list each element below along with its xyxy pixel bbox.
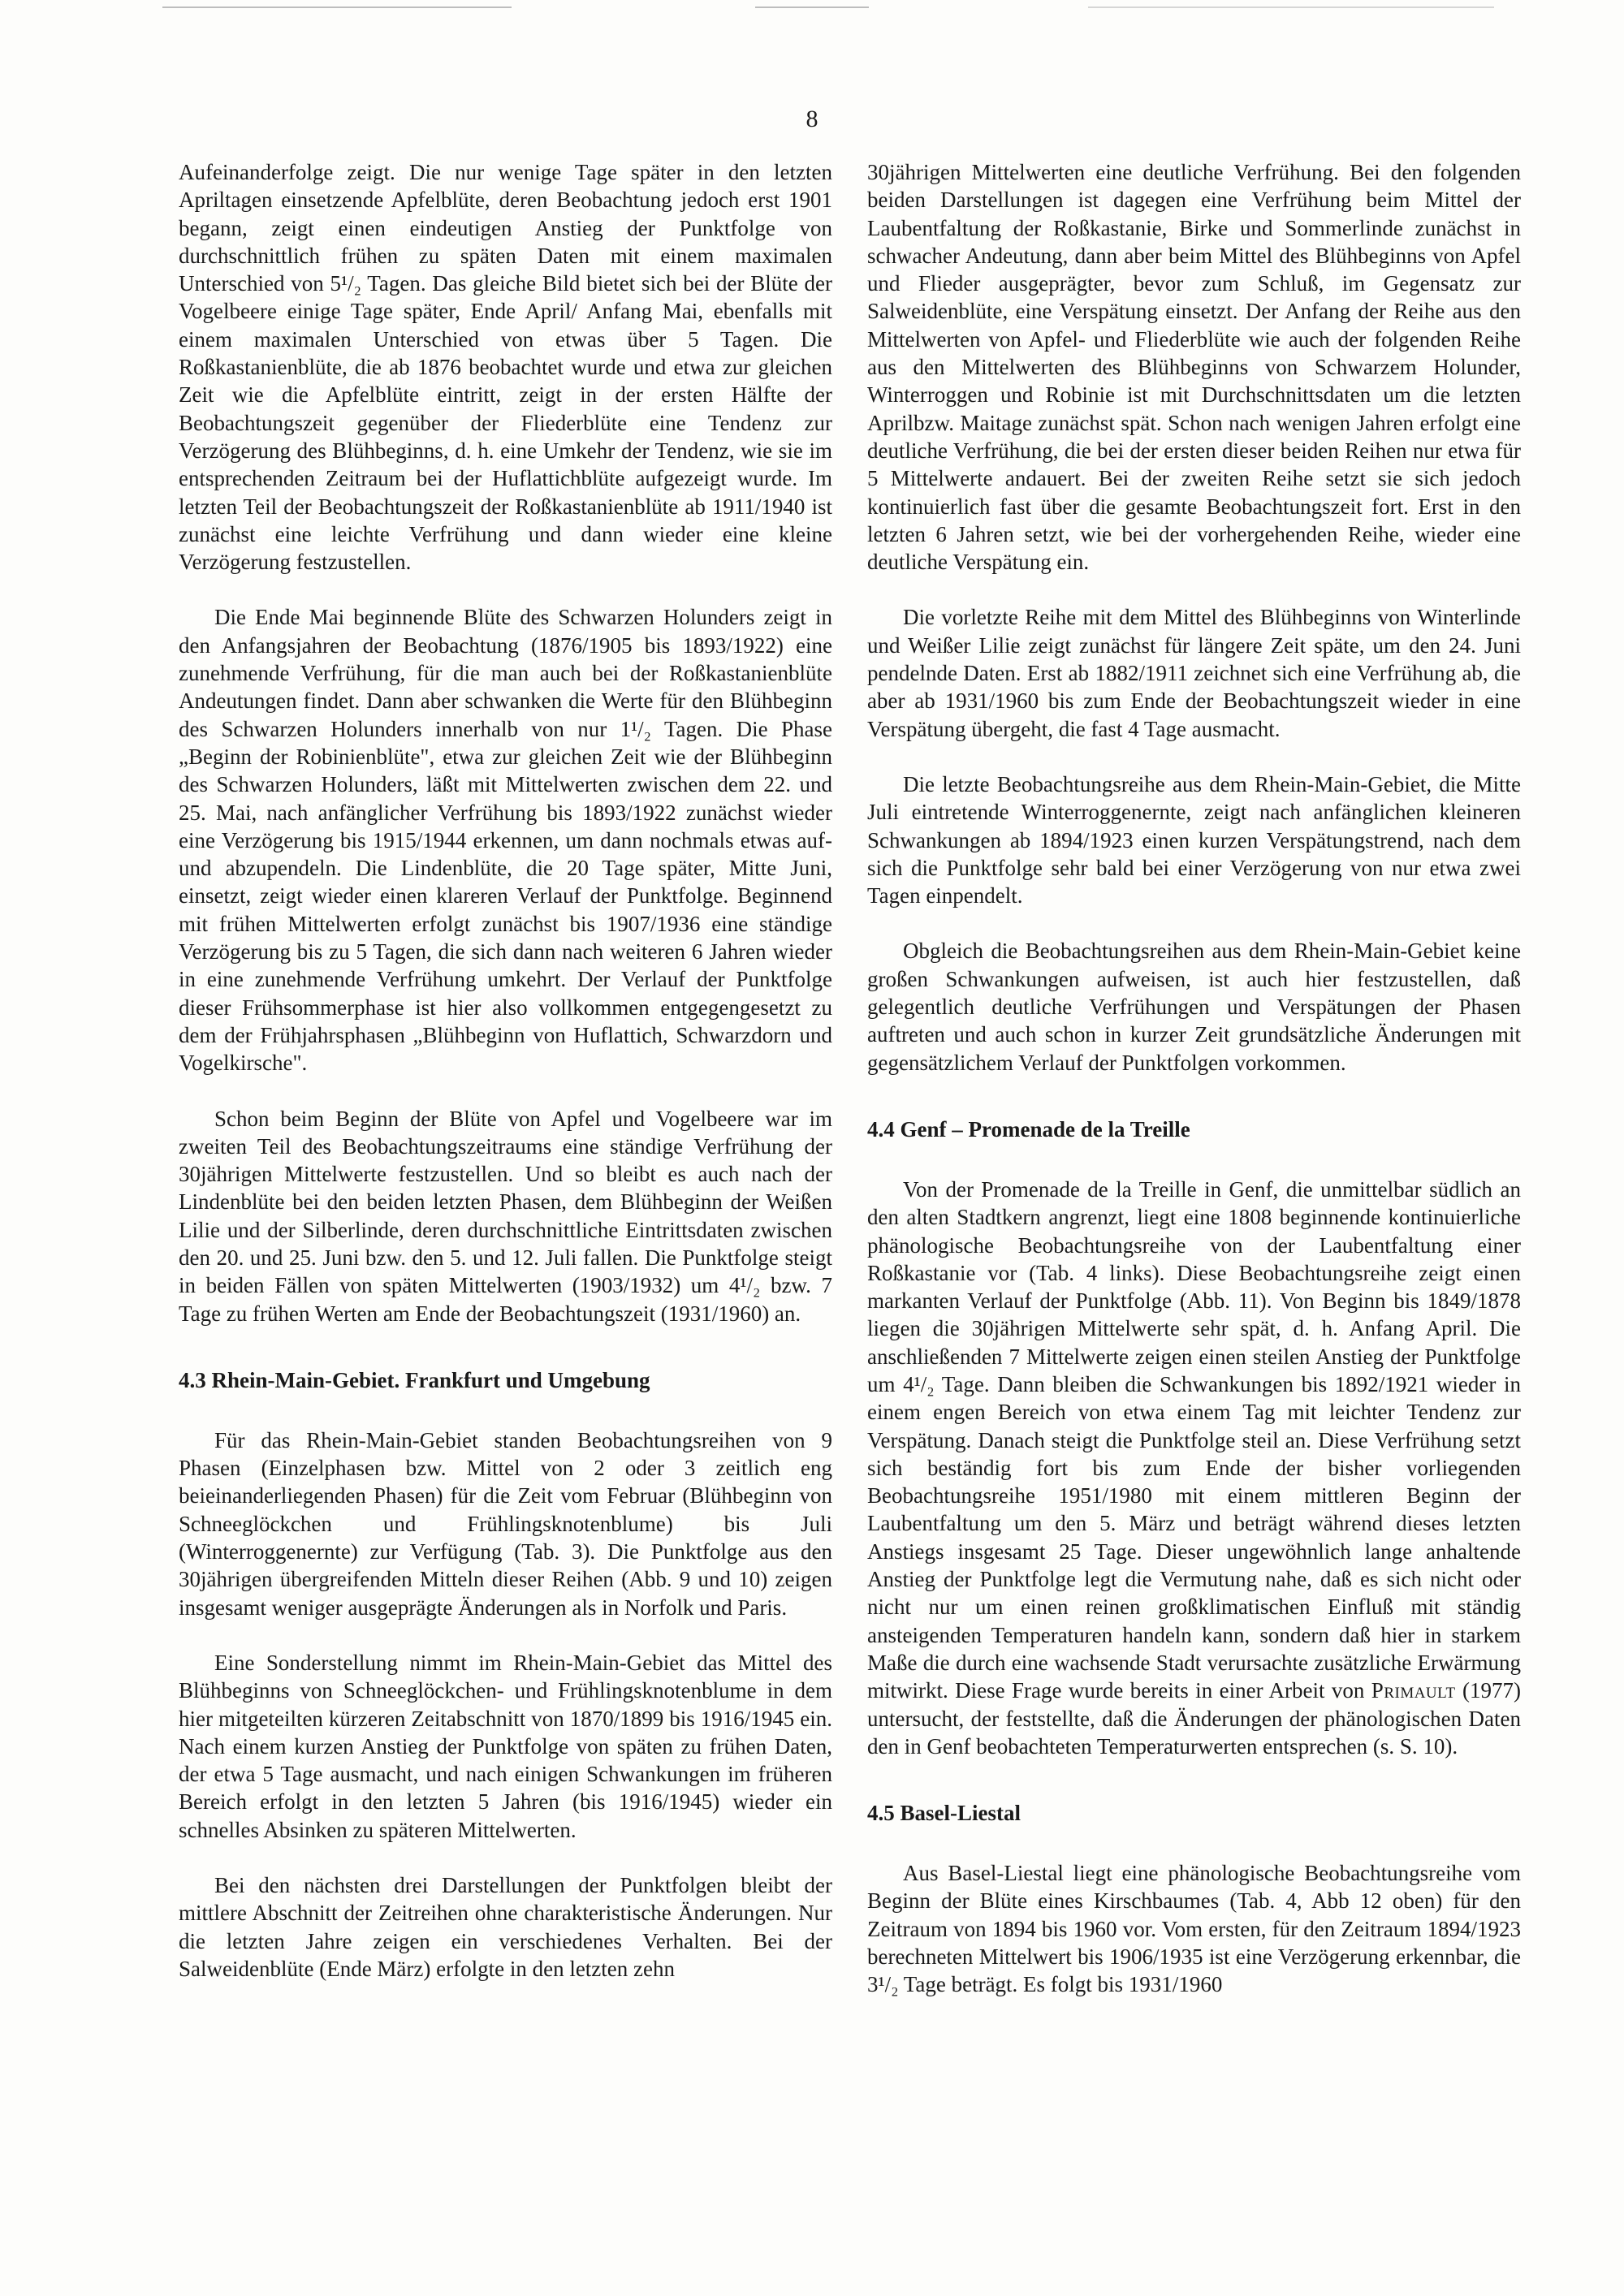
left-paragraph-5: Eine Sonderstellung nimmt im Rhein-Main-Gebiet das Mittel des Blühbeginns von Schneeglöckchen- und Frühlingsknotenblume in dem hier mitgeteilten kürzeren Zeitabschnitt von 1870/1899 bis 1916/1945 ein. Nach einem kurzen Anstieg der Punktfolge von späten zu frühen Daten, der etwa 5 Tage ausmacht, und nach einigen Schwankungen im früheren Bereich erfolgt in den letzten 5 Jahren (bis 1916/1945) wieder ein schnelles Absinken zu späteren Mittelwerten. (179, 1650, 832, 1842)
left-paragraph-2: Die Ende Mai beginnende Blüte des Schwarzen Holunders zeigt in den Anfangsjahren der Beobachtung (1876/1905 bis 1893/1922) eine zunehmende Verfrühung, für die man auch bei der Roßkastanienblüte Andeutungen findet. Dann aber schwanken die Werte für den Blühbeginn des Schwarzen Holunders innerhalb von nur 1¹/₂ Tagen. Die Phase „Beginn der Robinienblüte", etwa zur gleichen Zeit wie der Blühbeginn des Schwarzen Holunders, läßt mit Mittelwerten zwischen dem 22. und 25. Mai, nach anfänglicher Verfrühung bis 1893/1922 zunächst wieder eine Verzögerung bis 1915/1944 erkennen, um dann nochmals etwas auf- und abzupendeln. Die Lindenblüte, die 20 Tage später, Mitte Juni, einsetzt, zeigt wieder einen klareren Verlauf der Punktfolge. Beginnend mit frühen Mittelwerten erfolgt zunächst bis 1907/1936 eine ständige Verzögerung bis zu 5 Tagen, die sich dann nach weiteren 6 Jahren wieder in eine zunehmende Verfrühung umkehrt. Der Verlauf der Punktfolge dieser Frühsommerphase ist hier also vollkommen entgegengesetzt zu dem der Frühjahrsphasen „Blühbeginn von Huflattich, Schwarzdorn und Vogelkirsche". (179, 605, 832, 1076)
right-paragraph-4: Obgleich die Beobachtungsreihen aus dem Rhein-Main-Gebiet keine großen Schwankungen aufweisen, ist auch hier festzustellen, daß gelegentlich deutliche Verfrühungen und Verspätungen der Phasen auftreten und auch schon in kurzer Zeit grundsätzliche Änderungen mit gegensätzlichem Verlauf der Punktfolgen vorkommen. (867, 939, 1521, 1075)
right-paragraph-5-text-b: (1977) untersucht, der feststellte, daß die Änderungen der phänologischen Daten den in Genf beobachteten Temperaturwerten entsprechen (s. S. 10). (867, 1678, 1522, 1759)
right-paragraph-1: 30jährigen Mittelwerten eine deutliche Verfrühung. Bei den folgenden beiden Darstellungen ist dagegen eine Verfrühung beim Mittel der Laubentfaltung der Roßkastanie, Birke und Sommerlinde zunächst in schwacher Andeutung, dann aber beim Mittel des Blühbeginns von Apfel und Flieder ausgeprägter, bevor zum Schluß, im Gegensatz zur Salweidenblüte, eine Verspätung einsetzt. Der Anfang der Reihe aus den Mittelwerten von Apfel- und Fliederblüte wie auch der folgenden Reihe aus den Mittelwerten des Blühbeginns von Schwarzem Holunder, Winterroggen und Robinie ist mit Durchschnittsdaten um die letzten Aprilbzw. Maitage zunächst spät. Schon nach wenigen Jahren erfolgt eine deutliche Verfrühung, die bei der ersten dieser beiden Reihen nur etwa für 5 Mittelwerte andauert. Bei der zweiten Reihe setzt sie sich jedoch kontinuierlich fast über die gesamte Beobachtungszeit fort. Erst in den letzten 6 Jahren setzt, wie bei der vorhergehenden Reihe, wieder eine deutliche Verspätung ein. (867, 160, 1521, 575)
left-paragraph-1: Aufeinanderfolge zeigt. Die nur wenige Tage später in den letzten Apriltagen einsetzende Apfelblüte, deren Beobachtung jedoch erst 1901 begann, zeigt einen eindeutigen Anstieg der Punktfolge von durchschnittlich frühen zu späten Daten mit einem maximalen Unterschied von 5¹/₂ Tagen. Das gleiche Bild bietet sich bei der Blüte der Vogelbeere einige Tage später, Ende April/ Anfang Mai, ebenfalls mit einem maximalen Unterschied von etwas über 5 Tagen. Die Roßkastanienblüte, die ab 1876 beobachtet wurde und etwa zur gleichen Zeit wie die Apfelblüte eintritt, zeigt in der ersten Hälfte der Beobachtungszeit gegenüber der Fliederblüte eine Tendenz zur Verzögerung des Blühbeginns, d. h. eine Umkehr der Tendenz, wie sie im entsprechenden Zeitraum bei der Huflattichblüte aufgezeigt wurde. Im letzten Teil der Beobachtungszeit der Roßkastanienblüte ab 1911/1940 ist zunächst eine leichte Verfrühung und dann wieder eine kleine Verzögerung festzustellen. (179, 160, 832, 575)
page-number: 8 (806, 106, 818, 132)
left-paragraph-4: Für das Rhein-Main-Gebiet standen Beobachtungsreihen von 9 Phasen (Einzelphasen bzw. Mittel von 2 oder 3 zeitlich eng beieinanderliegenden Phasen) für die Zeit vom Februar (Blühbeginn von Schneeglöckchen und Frühlingsknotenblume) bis Juli (Winterroggenernte) zur Verfügung (Tab. 3). Die Punktfolge aus den 30jährigen übergreifenden Mitteln dieser Reihen (Abb. 9 und 10) zeigen insgesamt weniger ausgeprägte Änderungen als in Norfolk und Paris. (179, 1427, 832, 1620)
left-paragraph-3: Schon beim Beginn der Blüte von Apfel und Vogelbeere war im zweiten Teil des Beobachtungszeitraums eine ständige Verfrühung der 30jährigen Mittelwerte festzustellen. Und so bleibt es auch nach der Lindenblüte bei den beiden letzten Phasen, dem Blühbeginn der Weißen Lilie und der Silberlinde, deren durchschnittliche Eintrittsdaten zwischen den 20. und 25. Juni bzw. den 5. und 12. Juli fallen. Die Punktfolge steigt in beiden Fällen von späten Mittelwerten (1903/1932) um 4¹/₂ bzw. 7 Tage zu frühen Werten am Ende der Beobachtungszeit (1931/1960) an. (179, 1106, 832, 1326)
top-rule-left (162, 6, 512, 8)
right-paragraph-2: Die vorletzte Reihe mit dem Mittel des Blühbeginns von Winterlinde und Weißer Lilie zeigt zunächst für längere Zeit späte, um den 24. Juni pendelnde Daten. Erst ab 1882/1911 zeichnet sich eine Verfrühung ab, die aber ab 1931/1960 bis zum Ende der Beobachtungszeit wieder in eine Verspätung übergeht, die fast 4 Tage ausmacht. (867, 605, 1521, 741)
right-paragraph-3: Die letzte Beobachtungsreihe aus dem Rhein-Main-Gebiet, die Mitte Juli eintretende Winterroggenernte, zeigt nach anfänglichen kleineren Schwankungen ab 1894/1923 einen kurzen Verspätungstrend, nach dem sich die Punktfolge sehr bald bei einer Verzögerung von nur etwa zwei Tagen einpendelt. (867, 771, 1521, 908)
section-heading-4-5: 4.5 Basel-Liestal (867, 1801, 1021, 1826)
left-paragraph-6: Bei den nächsten drei Darstellungen der Punktfolgen bleibt der mittlere Abschnitt der Zeitreihen ohne charakteristische Änderungen. Nur die letzten Jahre zeigen ein verschiedenes Verhalten. Bei der Salweidenblüte (Ende März) erfolgte in den letzten zehn (179, 1873, 832, 1981)
section-heading-4-3: 4.3 Rhein-Main-Gebiet. Frankfurt und Umgebung (179, 1367, 650, 1392)
top-rule-center (755, 6, 869, 8)
top-rule-right (1088, 6, 1494, 8)
right-paragraph-5 (867, 1176, 1521, 1760)
section-heading-4-4: 4.4 Genf – Promenade de la Treille (867, 1116, 1190, 1142)
right-paragraph-6: Aus Basel-Liestal liegt eine phänologische Beobachtungsreihe vom Beginn der Blüte eines Kirschbaumes (Tab. 4, Abb 12 oben) für den Zeitraum von 1894 bis 1960 vor. Vom ersten, für den Zeitraum 1894/1923 berechneten Mittelwert bis 1906/1935 ist eine Verzögerung erkennbar, die 3¹/₂ Tage beträgt. Es folgt bis 1931/1960 (867, 1861, 1521, 1997)
left-column (179, 158, 832, 1983)
right-column (867, 158, 1521, 1999)
right-paragraph-5-text-a: Von der Promenade de la Treille in Genf, die unmittelbar südlich an den alten Stadtkern angrenzt, liegt eine 1808 beginnende kontinuierliche phänologische Beobachtungsreihe von der Laubentfaltung einer Roßkastanie vor (Tab. 4 links). Diese Beobachtungsreihe zeigt einen markanten Verlauf der Punktfolge (Abb. 11). Von Beginn bis 1849/1878 liegen die 30jährigen Mittelwerte sehr spät, d. h. Anfang April. Die anschließenden 7 Mittelwerte zeigen einen steilen Anstieg der Punktfolge um 4¹/₂ Tage. Dann bleiben die Schwankungen bis 1892/1921 wieder in einem engen Bereich von etwa einem Tag mit leichter Tendenz zur Verspätung. Danach steigt die Punktfolge steil an. Diese Verfrühung setzt sich beständig fort bis zum Ende der bisher vorliegenden Beobachtungsreihe 1951/1980 mit einem mittleren Beginn der Laubentfaltung um den 5. März und beträgt während dieses letzten Anstiegs insgesamt 25 Tage. Dieser ungewöhnlich lange anhaltende Anstieg der Punktfolge legt die Vermutung nahe, daß es sich nicht oder nicht nur um einen reinen großklimatischen Einfluß mit ständig ansteigenden Temperaturen handeln kann, sondern daß hier in starkem Maße die durch eine wachsende Stadt verursachte zusätzliche Erwärmung mitwirkt. Diese Frage wurde bereits in einer Arbeit von (867, 1176, 1521, 1703)
author-name: Primault (1371, 1678, 1456, 1703)
